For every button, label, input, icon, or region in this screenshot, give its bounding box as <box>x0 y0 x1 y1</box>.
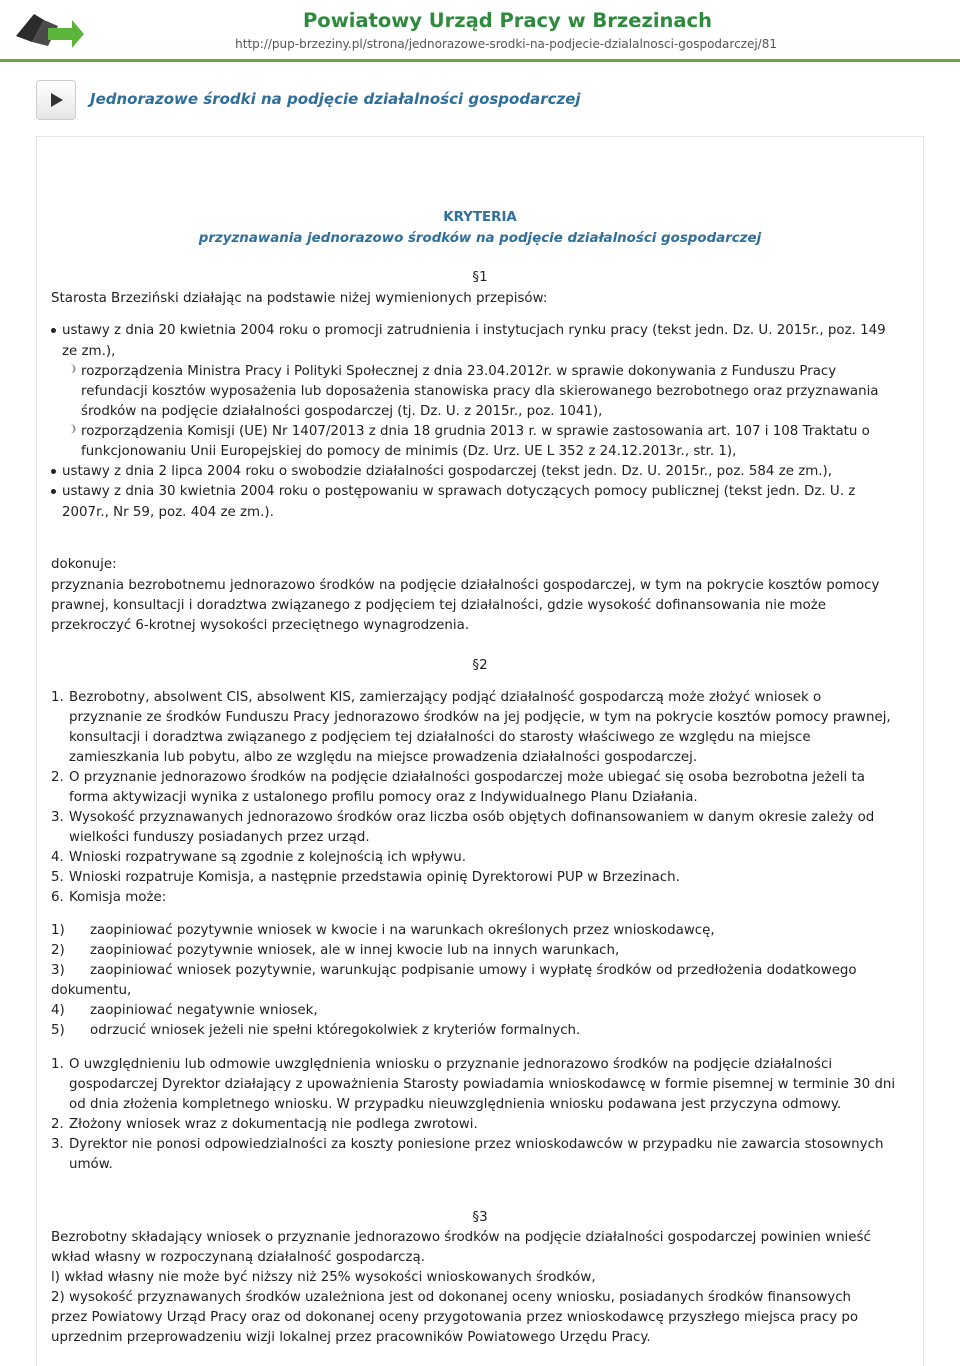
list-item: Komisja może: <box>69 890 167 905</box>
list-item: wielkości funduszy posiadanych przez urząd. <box>69 830 370 845</box>
list-item: zaopiniować negatywnie wniosek, <box>90 1003 318 1018</box>
list-item: forma aktywizacji wynika z ustalonego profilu pomocy oraz z Indywidualnego Planu Działania. <box>69 790 698 805</box>
list-number: 4) <box>51 1003 65 1018</box>
list-item: Wnioski rozpatruje Komisja, a następnie przedstawia opinię Dyrektorowi PUP w Brzezinach. <box>69 870 680 885</box>
list-item: rozporządzenia Ministra Pracy i Polityki Społecznej z dnia 23.04.2012r. w sprawie dokonywania z Funduszu Pracy <box>81 364 837 379</box>
decision-label: dokonuje: <box>51 557 117 572</box>
bullet-dot <box>51 489 56 494</box>
list-item: zaopiniować pozytywnie wniosek, ale w innej kwocie lub na innych warunkach, <box>90 943 620 958</box>
list-item: przyznanie ze środków Funduszu Pracy jednorazowo środków na jej podjęcie, w tym na pokrycie kosztów pomocy prawnej, <box>69 710 891 725</box>
list-item: ze zm.), <box>62 344 116 359</box>
hook-icon: ❩ <box>69 364 78 375</box>
list-number: 5) <box>51 1023 65 1038</box>
list-item: funkcjonowaniu Unii Europejskiej do pomocy de minimis (Dz. Urz. UE L 352 z 24.12.2013r., str. 1), <box>81 444 737 459</box>
bullet-dot <box>51 469 56 474</box>
list-number: 2. <box>51 1117 64 1132</box>
list-item: zamieszkania lub pobytu, albo ze względu na miejsce prowadzenia działalności gospodarczej. <box>69 750 698 765</box>
decision-text: przekroczyć 6-krotnej wysokości przeciętnego wynagrodzenia. <box>51 618 470 633</box>
list-item: refundacji kosztów wyposażenia lub doposażenia stanowiska pracy dla skierowanego bezrobotnego oraz przyznawania <box>81 384 879 399</box>
list-item: zaopiniować wniosek pozytywnie, warunkując podpisanie umowy i wypłatę środków od przedłożenia dodatkowego <box>90 963 857 978</box>
list-item: ustawy z dnia 30 kwietnia 2004 roku o postępowaniu w sprawach dotyczących pomocy publicznej (tekst jedn. Dz. U. z <box>62 484 856 499</box>
list-number: 3. <box>51 810 64 825</box>
list-item: rozporządzenia Komisji (UE) Nr 1407/2013 z dnia 18 grudnia 2013 r. w sprawie zastosowania art. 107 i 108 Traktatu o <box>81 424 870 439</box>
list-item: gospodarczej Dyrektor działający z upoważnienia Starosty powiadamia wnioskodawcę w formie pisemnej w terminie 30 dni <box>69 1077 896 1092</box>
list-item: dokumentu, <box>51 983 132 998</box>
body-text: Bezrobotny składający wniosek o przyznanie jednorazowo środków na podjęcie działalności gospodarczej powinien wnieść <box>51 1230 871 1245</box>
list-number: 2. <box>51 770 64 785</box>
list-item: środków na podjęcie działalności gospodarczej (tj. Dz. U. z 2015r., poz. 1041), <box>81 404 603 419</box>
body-text: l) wkład własny nie może być niższy niż 25% wysokości wnioskowanych środków, <box>51 1270 596 1285</box>
site-logo-icon[interactable] <box>14 6 84 54</box>
list-item: odrzucić wniosek jeżeli nie spełni któregokolwiek z kryteriów formalnych. <box>90 1023 581 1038</box>
site-title: Powiatowy Urząd Pracy w Brzezinach <box>303 9 712 32</box>
page-title: Jednorazowe środki na podjęcie działalności gospodarczej <box>90 90 581 108</box>
body-text: 2) wysokość przyznawanych środków uzależniona jest od dokonanej oceny wniosku, posiadanych środków finansowych <box>51 1290 852 1305</box>
list-item: ustawy z dnia 2 lipca 2004 roku o swobodzie działalności gospodarczej (tekst jedn. Dz. U. 2015r., poz. 584 ze zm.), <box>62 464 833 479</box>
list-number: 1. <box>51 690 64 705</box>
hook-icon: ❩ <box>69 424 78 435</box>
list-item: konsultacji i doradztwa związanego z podjęciem tej działalności do starosty właściwego ze względu na miejsce <box>69 730 811 745</box>
body-text: przez Powiatowy Urząd Pracy oraz od dokonanej oceny przygotowania przez wnioskodawcę przyszłego miejsca pracy po <box>51 1310 859 1325</box>
list-item: O przyznanie jednorazowo środków na podjęcie działalności gospodarczej może ubiegać się osoba bezrobotna jeżeli ta <box>69 770 865 785</box>
page-heading <box>36 80 936 120</box>
list-number: 4. <box>51 850 64 865</box>
doc-subheading: przyznawania jednorazowo środków na podjęcie działalności gospodarczej <box>198 231 762 246</box>
body-text: uprzednim przeprowadzeniu wizji lokalnej przez pracowników Powiatowego Urzędu Pracy. <box>51 1330 651 1345</box>
list-item: O uwzględnieniu lub odmowie uwzględnienia wniosku o przyznanie jednorazowo środków na podjęcie działalności <box>69 1057 833 1072</box>
list-item: 2007r., Nr 59, poz. 404 ze zm.). <box>62 505 274 520</box>
page-url[interactable]: http://pup-brzeziny.pl/strona/jednorazowe-srodki-na-podjecie-dzialalnosci-gospodarczej/81 <box>235 37 777 51</box>
list-item: ustawy z dnia 20 kwietnia 2004 roku o promocji zatrudnienia i instytucjach rynku pracy (tekst jedn. Dz. U. 2015r., poz. 149 <box>62 323 886 338</box>
list-number: 6. <box>51 890 64 905</box>
bullet-dot <box>51 328 56 333</box>
list-number: 1) <box>51 923 65 938</box>
list-item: Złożony wniosek wraz z dokumentacją nie podlega zwrotowi. <box>69 1117 478 1132</box>
decision-text: przyznania bezrobotnemu jednorazowo środków na podjęcie działalności gospodarczej, w tym na pokrycie kosztów pomocy <box>51 578 880 593</box>
list-item: Wnioski rozpatrywane są zgodnie z kolejnością ich wpływu. <box>69 850 467 865</box>
body-text: wkład własny w rozpoczynaną działalność gospodarczą. <box>51 1250 425 1265</box>
decision-text: prawnej, konsultacji i doradztwa związanego z podjęciem tej działalności, gdzie wysokość dofinansowania nie może <box>51 598 826 613</box>
list-item: Wysokość przyznawanych jednorazowo środków oraz liczba osób objętych dofinansowaniem w danym okresie zależy od <box>69 810 875 825</box>
section-1-mark: §1 <box>472 270 488 285</box>
list-item: od dnia złożenia kompletnego wniosku. W przypadku nieuwzględnienia wniosku podawana jest przyczyna odmowy. <box>69 1097 842 1112</box>
section-3-mark: §3 <box>472 1210 488 1225</box>
intro-text: Starosta Brzeziński działając na podstawie niżej wymienionych przepisów: <box>51 291 548 306</box>
list-number: 5. <box>51 870 64 885</box>
header-divider <box>0 59 960 62</box>
page-arrow-button[interactable] <box>36 80 76 120</box>
list-number: 3. <box>51 1137 64 1152</box>
section-2-mark: §2 <box>472 658 488 673</box>
site-header <box>0 0 960 62</box>
play-arrow-icon <box>48 91 66 109</box>
list-item: umów. <box>69 1157 113 1172</box>
list-item: zaopiniować pozytywnie wniosek w kwocie i na warunkach określonych przez wnioskodawcę, <box>90 923 715 938</box>
doc-heading: KRYTERIA <box>443 210 517 225</box>
list-number: 3) <box>51 963 65 978</box>
list-number: 1. <box>51 1057 64 1072</box>
list-item: Dyrektor nie ponosi odpowiedzialności za koszty poniesione przez wnioskodawców w przypadku nie zawarcia stosownych <box>69 1137 884 1152</box>
list-item: Bezrobotny, absolwent CIS, absolwent KIS, zamierzający podjąć działalność gospodarczą może złożyć wniosek o <box>69 690 822 705</box>
list-number: 2) <box>51 943 65 958</box>
